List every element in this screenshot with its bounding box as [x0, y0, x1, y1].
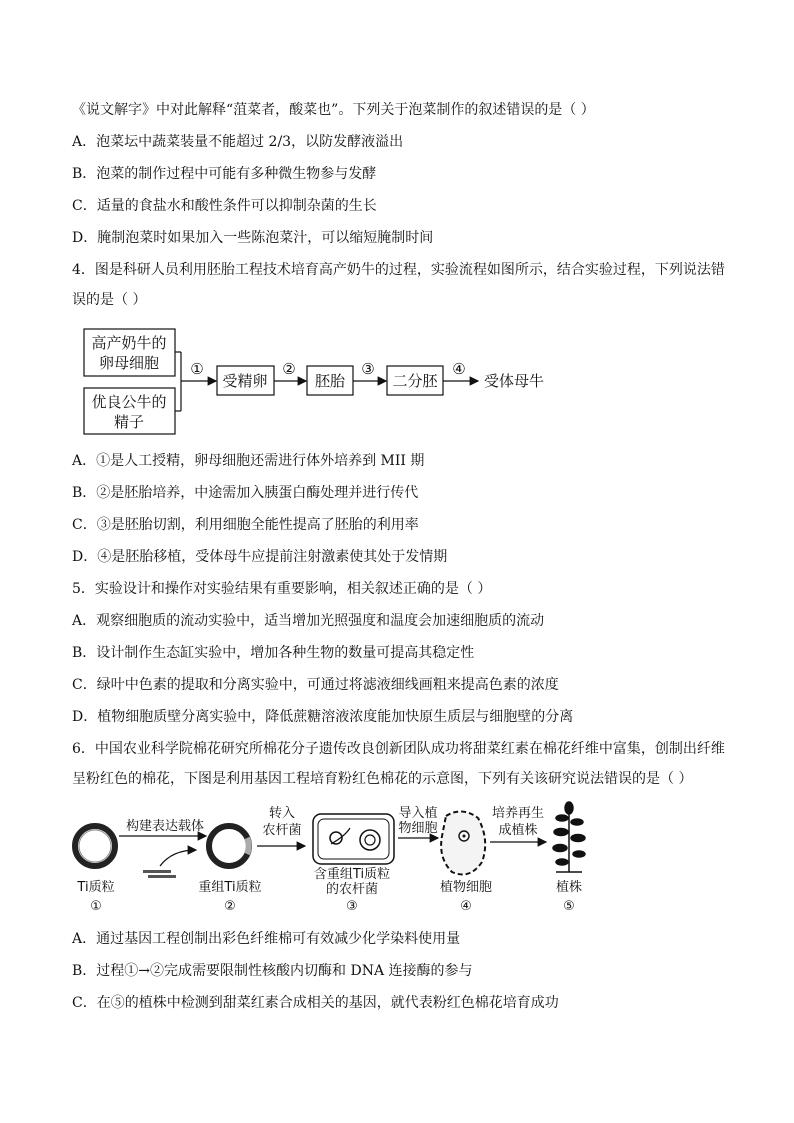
box2-text-line1: 优良公牛的: [91, 393, 167, 411]
q3-stem: 《说文解字》中对此解释“菹菜者，酸菜也”。下列关于泡菜制作的叙述错误的是（ ）: [72, 102, 595, 118]
box2-text-line2: 精子: [113, 413, 145, 431]
step-4-label: ④: [452, 360, 466, 378]
plant-cell-icon: [441, 811, 485, 874]
q5-option-d: D．植物细胞质壁分离实验中，降低蔗糖溶液浓度能加快原生质层与细胞壁的分离: [72, 709, 574, 725]
q4-stem-line1: 4．图是科研人员利用胚胎工程技术培育高产奶牛的过程，实验流程如图所示，结合实验过程，下列说法错: [72, 262, 725, 278]
q6-stem-line2: 呈粉红色的棉花，下图是利用基因工程培育粉红色棉花的示意图，下列有关该研究说法错误的是（ ）: [72, 771, 693, 787]
label-plant-cell: 植物细胞: [439, 880, 493, 895]
step-2-label: ②: [282, 360, 296, 378]
label-ti-plasmid: Ti质粒: [77, 880, 115, 895]
box1-text-line2: 卵母细胞: [98, 354, 160, 372]
q4-option-d: D．④是胚胎移植，受体母牛应提前注射激素使其处于发情期: [72, 549, 448, 565]
num-2: ②: [224, 899, 236, 914]
embryo-label: 胚胎: [314, 372, 346, 390]
recombinant-plasmid-icon: [209, 826, 249, 866]
arrow1-label: 构建表达载体: [125, 819, 205, 834]
num-5: ⑤: [563, 899, 575, 914]
q5-option-a: A．观察细胞质的流动实验中，适当增加光照强度和温度会加速细胞质的流动: [72, 613, 545, 629]
q5-option-b: B．设计制作生态缸实验中，增加各种生物的数量可提高其稳定性: [72, 645, 475, 661]
q5-stem: 5．实验设计和操作对实验结果有重要影响，相关叙述正确的是（ ）: [72, 581, 492, 597]
label-recombinant-plasmid: 重组Ti质粒: [198, 880, 262, 895]
label-agrobacterium-line1: 含重组Ti质粒: [313, 867, 391, 882]
q6-stem-line1: 6．中国农业科学院棉花研究所棉花分子遗传改良创新团队成功将甜菜红素在棉花纤维中富集，创制出纤维: [72, 741, 725, 757]
arrow2-label-line2: 农杆菌: [262, 823, 302, 838]
plant-icon: [553, 802, 585, 872]
q5-option-c: C．绿叶中色素的提取和分离实验中，可通过将滤液细线画粗来提高色素的浓度: [72, 677, 559, 693]
num-1: ①: [90, 899, 102, 914]
q3-option-c: C．适量的食盐水和酸性条件可以抑制杂菌的生长: [72, 198, 377, 214]
q6-option-a: A．通过基因工程创制出彩色纤维棉可有效减少化学染料使用量: [72, 931, 461, 947]
q3-option-a: A．泡菜坛中蔬菜装量不能超过 2/3，以防发酵液溢出: [72, 134, 404, 150]
q3-option-b: B．泡菜的制作过程中可能有多种微生物参与发酵: [72, 166, 377, 182]
agrobacterium-icon: [313, 814, 394, 864]
two-cell-label: 二分胚: [392, 372, 438, 390]
step-1-label: ①: [190, 360, 204, 378]
q4-option-b: B．②是胚胎培养，中途需加入胰蛋白酶处理并进行传代: [72, 485, 419, 501]
recipient-cow-label: 受体母牛: [484, 372, 545, 390]
gene-fragment-icon: [143, 850, 196, 878]
q4-option-c: C．③是胚胎切割，利用细胞全能性提高了胚胎的利用率: [72, 517, 419, 533]
q4-stem-line2: 误的是（ ）: [72, 292, 147, 308]
step-3-label: ③: [361, 360, 375, 378]
arrow3-label-line2: 物细胞: [398, 821, 438, 836]
box1-text-line1: 高产奶牛的: [91, 334, 167, 352]
num-4: ④: [460, 899, 472, 914]
label-plant: 植株: [555, 880, 583, 895]
q4-option-a: A．①是人工授精，卵母细胞还需进行体外培养到 MII 期: [72, 453, 425, 469]
arrow3-label-line1: 导入植: [398, 806, 438, 821]
arrow4-label-line1: 培养再生: [491, 806, 545, 821]
q6-option-c: C．在⑤的植株中检测到甜菜红素合成相关的基因，就代表粉红色棉花培育成功: [72, 995, 559, 1011]
q3-option-d: D．腌制泡菜时如果加入一些陈泡菜汁，可以缩短腌制时间: [72, 230, 434, 246]
q6-option-b: B．过程①→②完成需要限制性核酸内切酶和 DNA 连接酶的参与: [72, 963, 473, 979]
arrow4-label-line2: 成植株: [498, 823, 538, 838]
num-3: ③: [346, 899, 358, 914]
arrow2-label-line1: 转入: [268, 806, 296, 821]
ti-plasmid-icon: [75, 826, 115, 866]
fertilized-egg-label: 受精卵: [222, 372, 268, 390]
label-agrobacterium-line2: 的农杆菌: [325, 882, 379, 897]
